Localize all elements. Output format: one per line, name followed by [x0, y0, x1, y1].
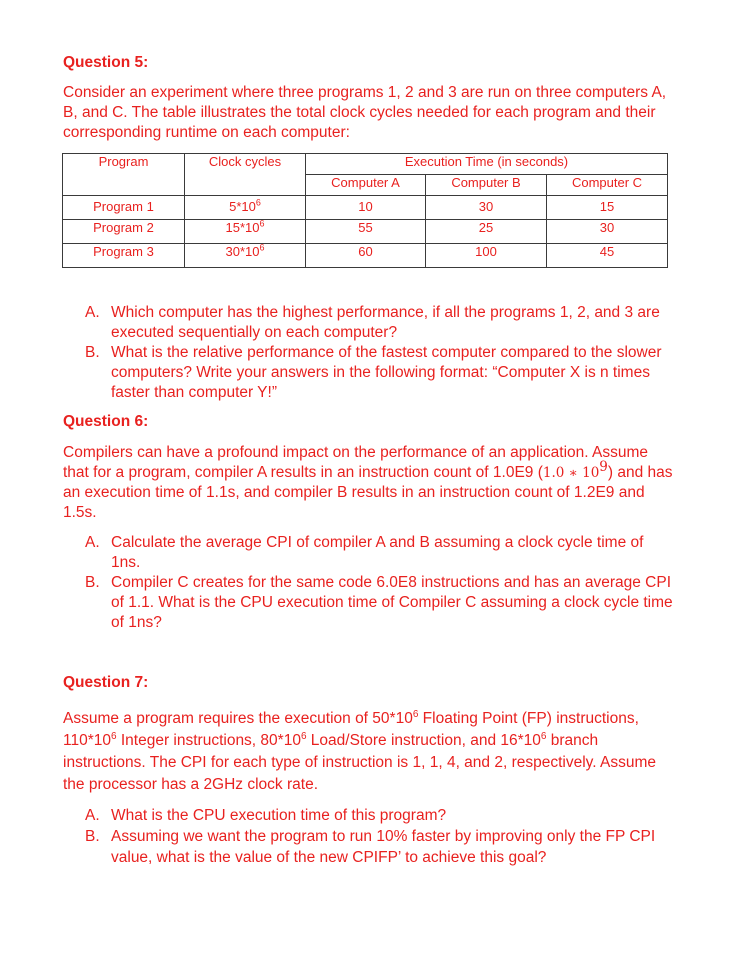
header-computer-c: Computer C	[547, 175, 668, 196]
execution-time-table	[62, 153, 668, 268]
list-item: A. Which computer has the highest performance, if all the programs 1, 2, and 3 are executed sequentially on each computer?	[85, 304, 660, 341]
header-execution-time: Execution Time (in seconds)	[306, 154, 668, 175]
row-clock-cycles: $5*10^6$	[185, 196, 306, 220]
question-7-title: Question 7:	[63, 674, 149, 691]
table-row	[63, 220, 668, 244]
list-item: B. What is the relative performance of the fastest computer compared to the slower computers? Write your answers in the following format: “Computer X is n times faster than computer Y!”	[85, 344, 662, 401]
list-item: A. Calculate the average CPI of compiler A and B assuming a clock cycle time of 1ns.	[85, 534, 644, 571]
list-item: A. What is the CPU execution time of this program?	[85, 807, 447, 824]
question-6-subquestions	[85, 533, 675, 633]
row-time-b: 25	[426, 220, 547, 244]
question-7-intro: Assume a program requires the execution of $50*10^6$ Floating Point (FP) instructions, $110*10^6$ Integer instructions, $80*10^6$ Load/Store instruction, and $16*10^6$ branch instructions. The CPI for each type of instruction is 1, 1, 4, and 2, respectively. Assume the processor has a 2GHz clock rate.	[63, 708, 657, 793]
list-item: B. Compiler C creates for the same code 6.0E8 instructions and has an average CPI of 1.1. What is the CPU execution time of Compiler C assuming a clock cycle time of 1ns?	[85, 574, 673, 631]
question-5-title: Question 5:	[63, 54, 149, 71]
row-time-a: 10	[306, 196, 426, 220]
question-5-intro: Consider an experiment where three programs 1, 2 and 3 are run on three computers A, B, and C. The table illustrates the total clock cycles needed for each program and their corresponding runtime on each computer:	[63, 84, 667, 141]
row-clock-cycles: $15*10^6$	[185, 220, 306, 244]
row-program: Program 1	[63, 196, 185, 220]
table-row	[63, 244, 668, 268]
row-time-b: 30	[426, 196, 547, 220]
row-time-a: 55	[306, 220, 426, 244]
list-item: B. Assuming we want the program to run 10% faster by improving only the FP CPI value, what is the value of the new CPIFP’ to achieve this goal?	[85, 828, 656, 866]
row-clock-cycles: $30*10^6$	[185, 244, 306, 268]
row-time-c: 15	[547, 196, 668, 220]
row-time-a: 60	[306, 244, 426, 268]
question-7-subquestions	[85, 805, 675, 868]
table-row	[63, 196, 668, 220]
row-time-c: 45	[547, 244, 668, 268]
question-6-title: Question 6:	[63, 413, 149, 430]
question-6-intro: Compilers can have a profound impact on the performance of an application. Assume that for a program, compiler A results in an instruction count of 1.0E9 (1.0 ∗ $10^9$) and has an execution time of 1.1s, and compiler B results in an instruction count of 1.2E9 and 1.5s.	[63, 444, 673, 521]
header-clock-cycles: Clock cycles	[185, 154, 306, 196]
header-computer-a: Computer A	[306, 175, 426, 196]
question-5-subquestions	[85, 303, 675, 403]
row-time-b: 100	[426, 244, 547, 268]
row-program: Program 2	[63, 220, 185, 244]
header-program: Program	[63, 154, 185, 196]
row-time-c: 30	[547, 220, 668, 244]
row-program: Program 3	[63, 244, 185, 268]
header-computer-b: Computer B	[426, 175, 547, 196]
